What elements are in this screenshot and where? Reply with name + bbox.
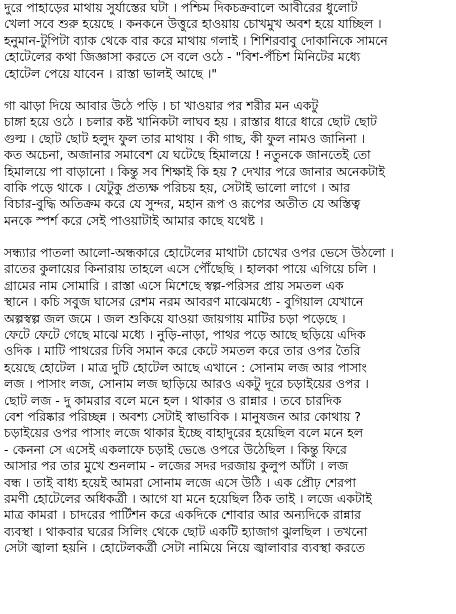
text-line: চড়াইয়ের ওপর পাসাং লজে থাকার ইচ্ছে বাহাদুরের হয়েছিল বলে মনে হল (4, 426, 364, 441)
text-line: সন্ধ্যার পাতলা আলো-অন্ধকারে হোটেলের মাথাটা চোখের ওপর ভেসে উঠলো । (4, 246, 394, 261)
text-line: রাতের কুলায়ের কিনারায় তাহলে এসে পৌঁছেছি । হালকা পায়ে এগিয়ে চলি । (4, 262, 377, 277)
text-line: আসার পর তার মুখে শুনলাম - লজের সদর দরজায় কুলুপ আঁটা । লজ (4, 459, 349, 474)
text-line: ফেটে ফেটে গেছে মাঝে মধ্যে । নুড়ি-নাড়া, পাথর পড়ে আছে ছড়িয়ে এদিক (4, 328, 366, 343)
text-line: - কেননা সে এসেই একলাফে চড়াই ভেঙে ওপরে উঠেছিল । কিন্তু ফিরে (4, 442, 347, 457)
text-line: খেলা সবে শুরু হয়েছে । কনকনে উত্তুরে হাওয়ায় চোখমুখ অবশ হয়ে যাচ্ছিল । (4, 17, 382, 32)
text-line: হনুমান-টুপিটা ব্যাক থেকে বার করে মাথায় গলাই । শিশিরবাবু দোকানিকে সামনে (4, 33, 388, 48)
text-line: হোটেলের কথা জিজ্ঞাসা করতে সে বলে ওঠে - "বিশ-পঁচিশ মিনিটের মধ্যে (4, 50, 361, 65)
text-line: হয়েছে হোটেল । মাত্র দুটি হোটেল আছে এখানে : সোনাম লজ আর পাসাং (4, 360, 367, 375)
text-line: গা ঝাড়া দিয়ে আবার উঠে পড়ি । চা খাওয়ার পর শরীর মন একটু (4, 98, 319, 113)
text-line: বাকি পড়ে থাকে । যেটুকু প্রত্যক্ষ পরিচয় হয়, সেটাই ভালো লাগে । আর (4, 180, 351, 195)
text-line: হোটেল পেয়ে যাবেন । রাস্তা ভালই আছে ।" (4, 66, 218, 81)
text-line: কত অচেনা, অজানার সমাবেশ যে ঘটেছে হিমালয়ে ! নতুনকে জানতেই তো (4, 148, 371, 163)
paragraph-1 (4, 0, 452, 82)
paragraph-3 (4, 245, 452, 556)
text-line: অল্পস্বল্প জল জমে । জল শুকিয়ে যাওয়া জায়গায় মাটির চড়া পড়েছে । (4, 311, 346, 326)
text-line: মনকে স্পর্শ করে সেই পাওয়াটাই আমার কাছে যথেষ্ট । (4, 213, 264, 228)
text-line: স্থানে । কচি সবুজ ঘাসের রেশম নরম আবরণ মাঝেমধ্যে - বুগিয়াল যেখানে (4, 295, 364, 310)
text-line: দুরে পাহাড়ের মাথায় সুর্যাস্তের ঘটা । পশ্চিম দিকচক্রবালে আবীরের ধুলোট (4, 1, 358, 15)
text-line: বিচার-বুদ্ধি অতিক্রম করে যে সুন্দর, মহান রূপ ও রূপের অতীত যে অস্তিত্ব (4, 197, 361, 212)
text-line: ছোট লজ - দু কামরার বলে মনে হল । থাকার ও রান্নার । তবে চারদিক (4, 393, 342, 408)
paragraph-gap (4, 82, 452, 98)
text-line: চাঙ্গা হয়ে ওঠে । চলার কষ্ট খানিকটা লাঘব হয় । রাস্তার ধারে ধারে ছোট ছোট (4, 115, 377, 130)
text-line: লজ । পাসাং লজ, সোনাম লজ ছাড়িয়ে আরও একটু দূরে চড়াইয়ের ওপর । (4, 377, 369, 392)
paragraph-gap (4, 229, 452, 245)
paragraph-2 (4, 98, 452, 229)
text-line: বেশ পরিষ্কার পরিচ্ছন্ন । অবশ্য সেটাই স্বাভাবিক । মানুষজন আর কোথায় ? (4, 409, 362, 424)
text-line: গুল্ম । ছোট ছোট হলুদ ফুল তার মাথায় । কী গাছ, কী ফুল নামও জানিনা । (4, 131, 366, 146)
text-line: সেটা জ্বালা হয়নি । হোটেলকর্ত্রী সেটা নামিয়ে নিয়ে জ্বালাবার ব্যবস্থা করতে (4, 541, 365, 556)
text-line: গ্রামের নাম সোমারি । রাস্তা এসে মিশেছে স্বল্প-পরিসর প্রায় সমতল এক (4, 278, 344, 293)
text-line: মাত্র কামরা । চাদরের পার্টিশন করে একদিকে শোবার আর অন্যদিকে রান্নার (4, 508, 361, 523)
text-line: ব্যবস্থা । থাকবার ঘরের সিলিং থেকে ছোট একটি হ্যাজাগ ঝুলছিল । তখনো (4, 524, 368, 539)
text-line: হিমালয়ে পা বাড়ানো । কিন্তু সব শিক্ষাই কি হয় ? দেখার পরে জানার অনেকটাই (4, 164, 386, 179)
text-line: ওদিক । মাটি পাথরের ঢিবি সমান করে কেটে সমতল করে তার ওপর তৈরি (4, 344, 361, 359)
text-line: বন্ধ । তাই বাধ্য হয়েই আমরা সোনাম লজে এসে উঠি । এক প্রৌঢ় শেরপা (4, 475, 356, 490)
text-line: রমণী হোটেলের অধিকর্ত্রী । আগে যা মনে হয়েছিল ঠিক তাই । লজে একটাই (4, 491, 372, 506)
